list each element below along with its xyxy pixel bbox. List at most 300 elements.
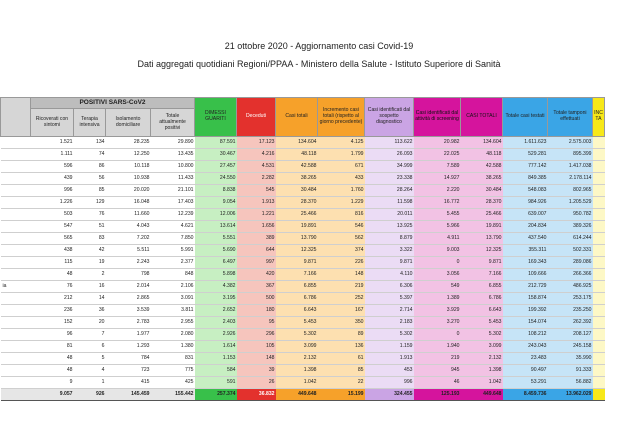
sospetto-diagnostico-cell: 6.306 [365,281,414,293]
table-row [1,329,605,341]
region-cell [1,365,31,377]
incremento-cell: 148 [318,269,365,281]
dimessi-guariti-cell: 584 [195,365,237,377]
casi-totali-cell: 1.398 [276,365,318,377]
region-cell [1,233,31,245]
region-cell [1,257,31,269]
isolamento-cell: 2.243 [106,257,151,269]
total-dimessi-guariti-cell: 257.374 [195,389,237,401]
dimessi-guariti-cell: 13.614 [195,221,237,233]
casi-testati-cell: 849.385 [503,173,548,185]
deceduti-cell: 296 [237,329,276,341]
casi-totali-summary-cell: 42.588 [461,161,503,173]
ricoverati-cell: 996 [31,185,74,197]
incremento-tamponi-cell [593,365,605,377]
incremento-tamponi-cell [593,185,605,197]
deceduti-cell: 1.656 [237,221,276,233]
deceduti-cell: 1.221 [237,209,276,221]
terapia-intensiva-cell: 56 [74,173,106,185]
screening-cell: 1.389 [414,293,461,305]
isolamento-cell: 28.235 [106,137,151,149]
casi-totali-cell: 25.466 [276,209,318,221]
total-screening-cell: 125.193 [414,389,461,401]
incremento-cell: 252 [318,293,365,305]
tamponi-cell: 950.782 [548,209,593,221]
covid-data-table [0,97,605,401]
casi-sospetto-diagnostico-header: Casi identificati dal sospetto diagnostico [365,98,414,137]
table-row [1,221,605,233]
sospetto-diagnostico-cell: 4.110 [365,269,414,281]
incremento-cell: 546 [318,221,365,233]
terapia-intensiva-cell: 36 [74,305,106,317]
totale-positivi-cell: 831 [151,353,195,365]
screening-cell: 3.929 [414,305,461,317]
terapia-intensiva-cell: 42 [74,245,106,257]
dimessi-guariti-cell: 5.898 [195,269,237,281]
tamponi-cell: 235.250 [548,305,593,317]
table-row [1,365,605,377]
screening-cell: 16.772 [414,197,461,209]
casi-totali-cell: 134.604 [276,137,318,149]
casi-totali-summary-cell: 1.398 [461,365,503,377]
incremento-cell: 89 [318,329,365,341]
casi-screening-header: Casi identificati dal attività di screening [414,98,461,137]
sospetto-diagnostico-cell: 23.338 [365,173,414,185]
screening-cell: 0 [414,257,461,269]
terapia-intensiva-cell: 83 [74,233,106,245]
isolamento-cell: 7.202 [106,233,151,245]
casi-totali-cell: 30.484 [276,185,318,197]
region-cell [1,305,31,317]
sospetto-diagnostico-cell: 3.322 [365,245,414,257]
totale-positivi-cell: 2.106 [151,281,195,293]
casi-testati-cell: 243.043 [503,341,548,353]
sospetto-diagnostico-cell: 11.598 [365,197,414,209]
isolamento-cell: 3.539 [106,305,151,317]
region-cell [1,269,31,281]
dimessi-guariti-cell: 9.054 [195,197,237,209]
casi-totali-cell: 12.325 [276,245,318,257]
deceduti-cell: 545 [237,185,276,197]
casi-totali-summary-cell: 134.604 [461,137,503,149]
incremento-tamponi-cell [593,257,605,269]
incremento-casi-header: Incremento casi totali (rispetto al giorno precedente) [318,98,365,137]
tamponi-cell: 389.326 [548,221,593,233]
totale-casi-testati-header: Totale casi testati [503,98,548,137]
casi-testati-cell: 212.729 [503,281,548,293]
deceduti-cell: 4.216 [237,149,276,161]
terapia-intensiva-cell: 7 [74,329,106,341]
terapia-intensiva-cell: 16 [74,281,106,293]
incremento-cell: 226 [318,257,365,269]
total-terapia-intensiva-cell: 926 [74,389,106,401]
terapia-intensiva-cell: 74 [74,149,106,161]
screening-cell: 5.455 [414,209,461,221]
casi-testati-cell: 777.142 [503,161,548,173]
tamponi-cell: 2.178.114 [548,173,593,185]
tamponi-cell: 614.244 [548,233,593,245]
region-cell [1,161,31,173]
region-cell [1,149,31,161]
screening-cell: 46 [414,377,461,389]
dimessi-guariti-cell: 6.497 [195,257,237,269]
incremento-cell: 136 [318,341,365,353]
table-row [1,305,605,317]
casi-totali-summary-cell: 13.790 [461,233,503,245]
table-row [1,161,605,173]
dimessi-guariti-cell: 5.551 [195,233,237,245]
region-cell [1,341,31,353]
screening-cell: 0 [414,329,461,341]
isolamento-cell: 10.118 [106,161,151,173]
tamponi-cell: 1.417.038 [548,161,593,173]
sospetto-diagnostico-cell: 5.397 [365,293,414,305]
isolamento-cell: 11.660 [106,209,151,221]
casi-totali-cell: 3.099 [276,341,318,353]
deceduti-cell: 95 [237,317,276,329]
incremento-tamponi-cell [593,245,605,257]
terapia-intensiva-cell: 4 [74,365,106,377]
casi-totali-cell: 38.265 [276,173,318,185]
sospetto-diagnostico-cell: 34.999 [365,161,414,173]
casi-totali-summary-cell: 5.302 [461,329,503,341]
isolamento-cell: 415 [106,377,151,389]
incremento-cell: 562 [318,233,365,245]
ricoverati-cell: 565 [31,233,74,245]
totale-positivi-cell: 29.890 [151,137,195,149]
deceduti-cell: 180 [237,305,276,317]
totale-positivi-header: Totale attualmente positivi [151,109,195,137]
incremento-tamponi-header: INC TA [593,98,605,137]
dimessi-guariti-cell: 1.153 [195,353,237,365]
casi-totali-cell: 42.588 [276,161,318,173]
region-header [1,98,31,137]
ricoverati-cell: 438 [31,245,74,257]
total-ricoverati-cell: 9.057 [31,389,74,401]
table-row [1,377,605,389]
screening-cell: 4.911 [414,233,461,245]
incremento-cell: 1.229 [318,197,365,209]
incremento-tamponi-cell [593,173,605,185]
tamponi-cell: 56.882 [548,377,593,389]
casi-testati-cell: 154.074 [503,317,548,329]
deceduti-cell: 105 [237,341,276,353]
incremento-cell: 433 [318,173,365,185]
deceduti-cell: 39 [237,365,276,377]
casi-totali-cell: 19.891 [276,221,318,233]
casi-totali-summary-cell: 6.786 [461,293,503,305]
incremento-tamponi-cell [593,329,605,341]
ricoverati-cell: 596 [31,161,74,173]
incremento-tamponi-cell [593,221,605,233]
sospetto-diagnostico-cell: 2.714 [365,305,414,317]
table-row [1,269,605,281]
casi-testati-cell: 984.926 [503,197,548,209]
ricoverati-header: Ricoverati con sintomi [31,109,74,137]
dimessi-guariti-cell: 4.382 [195,281,237,293]
incremento-tamponi-cell [593,137,605,149]
incremento-cell: 671 [318,161,365,173]
casi-testati-cell: 90.497 [503,365,548,377]
isolamento-cell: 1.977 [106,329,151,341]
tamponi-cell: 289.086 [548,257,593,269]
region-cell [1,137,31,149]
isolamento-cell: 784 [106,353,151,365]
deceduti-cell: 26 [237,377,276,389]
incremento-cell: 816 [318,209,365,221]
incremento-tamponi-cell [593,281,605,293]
totale-positivi-cell: 425 [151,377,195,389]
incremento-tamponi-cell [593,377,605,389]
table-row [1,317,605,329]
screening-cell: 14.927 [414,173,461,185]
tamponi-cell: 253.175 [548,293,593,305]
dimessi-guariti-cell: 591 [195,377,237,389]
ricoverati-cell: 152 [31,317,74,329]
terapia-intensiva-cell: 129 [74,197,106,209]
incremento-cell: 167 [318,305,365,317]
terapia-intensiva-header: Terapia intensiva [74,109,106,137]
casi-testati-cell: 639.007 [503,209,548,221]
dimessi-guariti-cell: 30.467 [195,149,237,161]
casi-testati-cell: 355.311 [503,245,548,257]
isolamento-cell: 10.938 [106,173,151,185]
deceduti-cell: 17.123 [237,137,276,149]
deceduti-cell: 367 [237,281,276,293]
total-incremento-tamponi-cell [593,389,605,401]
totale-positivi-cell: 11.433 [151,173,195,185]
terapia-intensiva-cell: 20 [74,317,106,329]
positivi-group-header: POSITIVI SARS-CoV2 [31,98,195,109]
casi-totali-summary-cell: 25.466 [461,209,503,221]
region-cell [1,293,31,305]
tamponi-cell: 2.575.003 [548,137,593,149]
sospetto-diagnostico-cell: 1.159 [365,341,414,353]
casi-totali-cell: 48.118 [276,149,318,161]
screening-cell: 219 [414,353,461,365]
totale-positivi-cell: 2.080 [151,329,195,341]
sospetto-diagnostico-cell: 20.011 [365,209,414,221]
ricoverati-cell: 212 [31,293,74,305]
isolamento-cell: 2.014 [106,281,151,293]
ricoverati-cell: 48 [31,365,74,377]
totale-positivi-cell: 10.800 [151,161,195,173]
terapia-intensiva-cell: 85 [74,185,106,197]
deceduti-cell: 1.913 [237,197,276,209]
incremento-cell: 22 [318,377,365,389]
isolamento-cell: 2.783 [106,317,151,329]
dimessi-guariti-cell: 87.591 [195,137,237,149]
total-casi-totali-cell: 449.648 [276,389,318,401]
table-row [1,173,605,185]
region-cell [1,173,31,185]
sospetto-diagnostico-cell: 2.183 [365,317,414,329]
sospetto-diagnostico-cell: 453 [365,365,414,377]
incremento-tamponi-cell [593,305,605,317]
isolamento-cell: 5.511 [106,245,151,257]
totale-positivi-cell: 13.435 [151,149,195,161]
incremento-cell: 219 [318,281,365,293]
incremento-cell: 4.125 [318,137,365,149]
dimessi-guariti-cell: 8.838 [195,185,237,197]
screening-cell: 549 [414,281,461,293]
tamponi-cell: 502.331 [548,245,593,257]
casi-totali-cell: 2.132 [276,353,318,365]
dimessi-guariti-cell: 1.614 [195,341,237,353]
totale-tamponi-header: Totale tamponi effettuati [548,98,593,137]
totale-positivi-cell: 4.621 [151,221,195,233]
tamponi-cell: 91.333 [548,365,593,377]
tamponi-cell: 262.392 [548,317,593,329]
incremento-cell: 374 [318,245,365,257]
screening-cell: 3.270 [414,317,461,329]
region-cell [1,221,31,233]
deceduti-cell: 500 [237,293,276,305]
incremento-cell: 350 [318,317,365,329]
deceduti-cell: 420 [237,269,276,281]
casi-testati-cell: 529.281 [503,149,548,161]
screening-cell: 2.220 [414,185,461,197]
table-row [1,245,605,257]
dimessi-guariti-cell: 2.926 [195,329,237,341]
tamponi-cell: 486.925 [548,281,593,293]
total-totale-positivi-cell: 155.442 [151,389,195,401]
deceduti-cell: 389 [237,233,276,245]
casi-totali-summary-cell: 28.370 [461,197,503,209]
incremento-cell: 61 [318,353,365,365]
isolamento-cell: 723 [106,365,151,377]
casi-testati-cell: 158.874 [503,293,548,305]
isolamento-cell: 12.250 [106,149,151,161]
casi-totali-cell: 28.370 [276,197,318,209]
casi-totali-cell: 9.871 [276,257,318,269]
table-row [1,149,605,161]
dimessi-guariti-cell: 27.457 [195,161,237,173]
casi-testati-cell: 437.540 [503,233,548,245]
totale-positivi-cell: 2.955 [151,317,195,329]
sospetto-diagnostico-cell: 5.302 [365,329,414,341]
casi-totali-summary-cell: 38.265 [461,173,503,185]
incremento-tamponi-cell [593,353,605,365]
screening-cell: 945 [414,365,461,377]
incremento-tamponi-cell [593,341,605,353]
sospetto-diagnostico-cell: 1.913 [365,353,414,365]
total-casi-totali-summary-cell: 449.648 [461,389,503,401]
table-row [1,353,605,365]
tamponi-cell: 266.366 [548,269,593,281]
deceduti-header: Deceduti [237,98,276,137]
casi-totali-summary-cell: 1.042 [461,377,503,389]
tamponi-cell: 895.399 [548,149,593,161]
region-cell: ia [1,281,31,293]
screening-cell: 22.025 [414,149,461,161]
casi-testati-cell: 53.291 [503,377,548,389]
region-cell [1,329,31,341]
casi-totali-summary-cell: 48.118 [461,149,503,161]
isolamento-domiciliare-header: Isolamento domiciliare [106,109,151,137]
table-row [1,341,605,353]
region-cell [1,197,31,209]
ricoverati-cell: 1.521 [31,137,74,149]
casi-totali-summary-cell: 6.855 [461,281,503,293]
casi-totali-cell: 5.302 [276,329,318,341]
dimessi-guariti-cell: 2.403 [195,317,237,329]
casi-totali-summary-cell: 19.891 [461,221,503,233]
incremento-tamponi-cell [593,293,605,305]
incremento-cell: 1.760 [318,185,365,197]
casi-totali-cell: 7.166 [276,269,318,281]
table-row [1,257,605,269]
tamponi-cell: 35.990 [548,353,593,365]
casi-totali-summary-cell: 12.325 [461,245,503,257]
table-row [1,185,605,197]
screening-cell: 9.003 [414,245,461,257]
casi-totali-summary-cell: 9.871 [461,257,503,269]
ricoverati-cell: 1.226 [31,197,74,209]
tamponi-cell: 802.965 [548,185,593,197]
total-isolamento-cell: 145.459 [106,389,151,401]
dimessi-guariti-cell: 2.652 [195,305,237,317]
terapia-intensiva-cell: 19 [74,257,106,269]
terapia-intensiva-cell: 51 [74,221,106,233]
ricoverati-cell: 1.111 [31,149,74,161]
casi-totali-cell: 6.786 [276,293,318,305]
terapia-intensiva-cell: 6 [74,341,106,353]
terapia-intensiva-cell: 5 [74,353,106,365]
ricoverati-cell: 439 [31,173,74,185]
terapia-intensiva-cell: 14 [74,293,106,305]
sospetto-diagnostico-cell: 113.622 [365,137,414,149]
sospetto-diagnostico-cell: 996 [365,377,414,389]
incremento-tamponi-cell [593,233,605,245]
ricoverati-cell: 236 [31,305,74,317]
deceduti-cell: 148 [237,353,276,365]
report-date-title: 21 ottobre 2020 - Aggiornamento casi Covid-19 [224,41,414,51]
casi-testati-cell: 1.611.623 [503,137,548,149]
ricoverati-cell: 76 [31,281,74,293]
casi-totali-cell: 5.453 [276,317,318,329]
terapia-intensiva-cell: 134 [74,137,106,149]
totale-positivi-cell: 12.239 [151,209,195,221]
table-row [1,293,605,305]
totale-positivi-cell: 17.403 [151,197,195,209]
incremento-tamponi-cell [593,209,605,221]
casi-testati-cell: 23.483 [503,353,548,365]
totale-positivi-cell: 5.991 [151,245,195,257]
sospetto-diagnostico-cell: 26.093 [365,149,414,161]
sospetto-diagnostico-cell: 9.871 [365,257,414,269]
total-deceduti-cell: 36.832 [237,389,276,401]
totale-positivi-cell: 1.380 [151,341,195,353]
total-region-cell [1,389,31,401]
casi-totali-cell: 1.042 [276,377,318,389]
incremento-tamponi-cell [593,161,605,173]
casi-totali-cell: 6.855 [276,281,318,293]
tamponi-cell: 245.158 [548,341,593,353]
region-cell [1,245,31,257]
casi-totali-summary-cell: 3.099 [461,341,503,353]
report-source-subtitle: Dati aggregati quotidiani Regioni/PPAA - Ministero della Salute - Istituto Superiore di Sanità [137,59,501,69]
isolamento-cell: 20.020 [106,185,151,197]
dimessi-guariti-cell: 12.006 [195,209,237,221]
casi-testati-cell: 204.834 [503,221,548,233]
totale-positivi-cell: 7.850 [151,233,195,245]
casi-totali-summary-cell: 6.643 [461,305,503,317]
casi-totali-cell: 6.643 [276,305,318,317]
totale-positivi-cell: 2.377 [151,257,195,269]
deceduti-cell: 644 [237,245,276,257]
casi-totali-summary-cell: 2.132 [461,353,503,365]
